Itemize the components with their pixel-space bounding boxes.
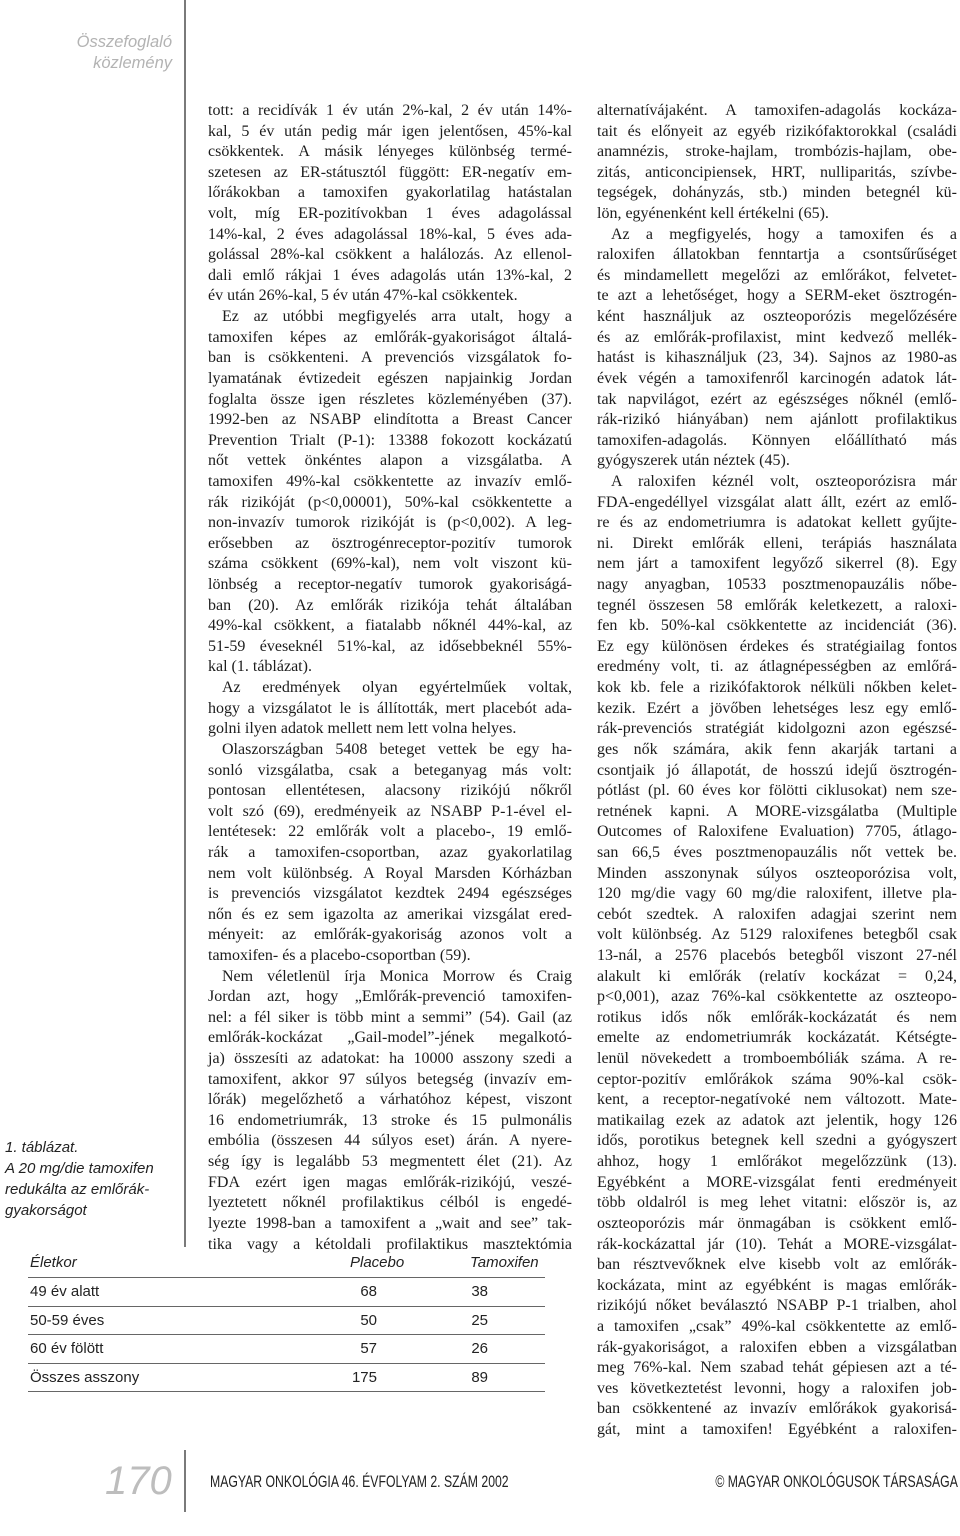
text-line: tait és előnyeit az egyéb rizikófaktorokkal (családi [597,122,957,140]
text-line: lönbség a receptor-negatív tumorok gyakoriságá- [208,576,572,594]
text-line: rák-prevenciós stratégiát kidolgozni azon egészsé- [597,720,957,738]
table-row [28,1364,545,1393]
table-cell-placebo: 175 [351,1368,377,1386]
table-header-row [28,1249,545,1278]
text-line: ség így is legalább 53 megmentett élet (21). Az [208,1153,572,1171]
text-line: ban (20). Az emlőrák rizikója tehát általában [208,596,572,614]
text-line: Olaszországban 5408 beteget vettek be egy ha- [222,740,572,758]
text-line: 49%-kal csökkent, a fiatalabb nőknél 44%-kal, az [208,617,572,635]
table-row [28,1307,545,1336]
text-line: lön, egyénenként kell értékelni (65). [597,205,829,223]
text-line: golással 28%-kal csökkent a halálozás. Az ellenol- [208,246,572,264]
text-line: és mindamellett megelőzi az emlőrákot, felvetet- [597,266,957,284]
text-line: rák a tamoxifen-csoportban, azaz gyakorlatilag [208,843,572,861]
section-label [77,32,172,73]
text-line: 14%-kal, 2 éves adagolással 18%-kal, 5 éves ada- [208,225,572,243]
text-line: ceptor-pozitív emlőrákok száma 90%-kal csök- [597,1070,957,1088]
paragraph [597,472,957,1441]
text-line: ban résztvevőknek elve kisebb volt az emlőrák- [597,1256,957,1274]
text-line: FDA-engedéllyel vizsgálat alatt állt, ezért az emlő- [597,493,957,511]
data-table [28,1249,545,1392]
text-line: 13-nál, a 2576 placebós betegből viszont 27-nél [597,946,957,964]
paragraph [597,225,957,472]
text-line: rizikójú nőket beválasztó NSABP P-1 trialben, ahol [597,1297,957,1315]
text-line: csontjaik jó állapotát, de hosszú idejű ösztrogén- [597,761,957,779]
text-line: erősebben az ösztrogénreceptor-pozitív tumorok [208,534,572,552]
text-line: fen kb. 50%-kal csökkentette az incidenciát (36). [597,617,957,635]
text-line: Az eredmények olyan egyértelműek voltak, [222,679,572,697]
text-line: a tamoxifen „csak” 49%-kal csökkentette az emlő- [597,1317,957,1335]
table-row [28,1335,545,1364]
text-line: tamoxifen-adagolás. Könnyen előállítható más [597,431,957,449]
text-line: is prevenciós vizsgálatot kezdtek 2494 egészséges [208,885,572,903]
text-line: tamoxifen- és a placebo-csoportban (59). [208,946,471,964]
column-rule [184,0,186,1247]
text-line: ban is csökkenteni. A prevenciós vizsgálatok fo- [208,349,572,367]
table-caption [5,1137,154,1221]
text-line: Nem véletlenül írja Monica Morrow és Craig [222,967,572,985]
table-cell-placebo: 50 [360,1311,377,1329]
paragraph [208,101,572,307]
text-line: nem járt a tamoxifent legyőző sikerrel (8). Egy [597,555,957,573]
text-line: sonló vizsgálatba, csak a beteganyag más volt: [208,761,572,779]
text-line: ahhoz, hogy 1 emlőrákot megelőzzünk (13). [597,1153,957,1171]
paragraph [208,967,572,1256]
text-line: Ez egy különösen érdekes és stratégiailag fontos [597,637,957,655]
text-line: p<0,001), azaz 76%-kal csökkentette az oszteopo- [597,988,957,1006]
text-line: 120 mg/die vagy 60 mg/die raloxifent, illetve pla- [597,885,957,903]
text-line: lyeztetett nőknél profilaktikus célból is engedé- [208,1194,572,1212]
journal-title: MAGYAR ONKOLÓGIA 46. ÉVFOLYAM 2. SZÁM 2002 [210,1472,509,1491]
text-line: raloxifen állatokban fenntartja a csontsűrűséget [597,246,957,264]
text-line: kal, 5 év után pedig már igen jelentősen, 45%-kal [208,122,572,140]
text-line: tak napvilágot, ezért az egészséges nőknél (emlő- [597,390,957,408]
table-cell-age: 49 év alatt [30,1283,100,1300]
table-header-age: Életkor [30,1254,77,1271]
text-line: volt különbség. Az 5129 raloxifenes betegből csak [597,926,957,944]
text-line: meg 76%-kal. Nem szabad tehát gépiesen azt a té- [597,1359,957,1377]
text-line: A raloxifen kéznél volt, oszteoporózisra már [611,472,957,490]
text-line: nőn és ez sem igazolta az amerikai vizsgálat ered- [208,905,572,923]
text-line: 1992-ben az NSABP elindította a Breast Cancer [208,411,572,429]
text-line: embólia (összesen 44 súlyos eset) árán. A nyere- [208,1132,572,1150]
text-line: csökkentek. A másik lényeges különbség termé- [208,143,572,161]
text-line: rák-gyakoriságot, a raloxifen ebben a vizsgálatban [597,1338,957,1356]
text-line: eredmény volt, ti. az átlagnépességben az emlőrá- [597,658,957,676]
text-line: lőrák) megelőzhető a várhatóhoz képest, viszont [208,1091,572,1109]
table-cell-placebo: 57 [360,1340,377,1358]
text-line: nem volt különbség. A Royal Marsden Kórházban [208,864,572,882]
text-line: Outcomes of Raloxifene Evaluation) 7705, átlago- [597,823,957,841]
table-cell-tamoxifen: 26 [471,1340,488,1358]
table-header-tamoxifen: Tamoxifen [470,1254,539,1271]
paragraph [208,307,572,678]
text-line: lőrákokban a tamoxifen gyakorlatilag hatástalan [208,184,572,202]
page-number: 170 [105,1459,172,1503]
text-line: kezik. Ezért a jövőben lehetséges lesz egy emlő- [597,699,957,717]
text-line: pontosan ellentétesen, alacsony rizikójú nőkről [208,782,572,800]
paragraph [208,740,572,967]
paragraph [208,678,572,740]
text-line: kal (1. táblázat). [208,658,312,676]
text-line: kok kb. fele a rizikófaktorok nélküli nőkben kelet- [597,679,957,697]
paragraph [597,101,957,225]
text-line: nőt vettek önkéntes alapon a vizsgálatba. A [208,452,572,470]
text-line: ményeit: az emlőrák-gyakoriság azonos volt a [208,926,572,944]
text-line: rotikus idős nők emlőrák-kockázatát és nem [597,1008,957,1026]
text-line: lyamatának évtizedeit egészen napjainkig Jordan [208,369,572,387]
table-cell-tamoxifen: 89 [471,1368,488,1386]
text-line: tika vagy a kétoldali profilaktikus masztektómia [208,1235,572,1253]
text-line: Ez az utóbbi megfigyelés arra utalt, hogy a [222,308,572,326]
text-line: nagy anyagban, 10533 posztmenopauzális nőbe- [597,576,957,594]
text-line: non-invazív tumorok rizikóját is (p<0,002). A leg- [208,514,572,532]
text-line: FDA ezért igen magas emlőrák-rizikójú, veszé- [208,1173,572,1191]
text-line: ni. Direkt emlőrák elleni, terápiás használata [597,534,957,552]
text-line: kent, a receptor-negatívoké nem változott. Mate- [597,1091,957,1109]
table-header-placebo: Placebo [350,1254,405,1271]
text-line: lyezte 1998-ban a tamoxifent a „wait and see” tak- [208,1214,572,1232]
text-line: foglalta össze igen részletes közleményében (37). [208,390,572,408]
text-line: szetesen az ER-státusztól függött: ER-negatív em- [208,163,572,181]
text-line: rák rizikóját (p<0,00001), 50%-kal csökkentette a [208,493,572,511]
text-line: anamnézis, stroke-hajlam, trombózis-hajlam, obe- [597,143,957,161]
text-line: gát, mint a tamoxifen! Egyébként a raloxifen- [597,1421,957,1438]
text-line: re és az endometriumra is adatokat kellett gyűjte- [597,514,957,532]
text-line: tamoxifen képes az emlőrák-gyakoriságot általá- [208,328,572,346]
text-line: Jordan azt, hogy „Emlőrák-prevenció tamoxifen- [208,988,572,1006]
table-cell-age: 60 év fölött [30,1340,104,1358]
text-line: hatást is kihasználjuk (23, 34). Sajnos az 1980-as [597,349,957,367]
text-line: tott: a recidívák 1 év után 2%-kal, 2 év után 14%- [208,102,572,119]
text-column-right [597,101,957,1441]
table-cell-age: Összes asszony [30,1368,140,1386]
table-cell-age: 50-59 éves [30,1311,105,1329]
text-line: száma csökkent (69%-kal), nem volt viszont kü- [208,555,572,573]
text-line: tamoxifent, akkor 97 súlyos betegség (invazív em- [208,1070,572,1088]
table-cell-placebo: 68 [360,1283,377,1300]
text-line: volt szó (69), eredményeik az NSABP P-1-ével el- [208,802,572,820]
text-line: matikailag ezek az adatok azt jelentik, hogy 126 [597,1111,957,1129]
text-line: Egyébként a MORE-vizsgálat fenti eredményeit [597,1173,957,1191]
text-line: Az a megfigyelés, hogy a tamoxifen és a [611,225,957,243]
text-line: emlőrák-kockázat „Gail-model”-jének megalkotó- [208,1029,572,1047]
footer-rule [184,1450,186,1512]
text-line: tegnél összesen 58 emlőrák keletkezett, a raloxi- [597,596,957,614]
text-line: Minden asszonynak súlyos oszteoporózisa volt, [597,864,957,882]
text-line: alternatívájaként. A tamoxifen-adagolás kockáza- [597,102,957,119]
copyright-notice: © MAGYAR ONKOLÓGUSOK TÁRSASÁGA [715,1472,958,1491]
text-line: rák-kockázattal jár (10). Tehát a MORE-vizsgálat- [597,1235,957,1253]
text-line: hogy a vizsgálatot le is állították, mert placebót ada- [208,699,572,717]
text-line: volt, míg ER-pozitívokban 1 éves adagolással [208,205,572,223]
text-line: emelte az endometriumrák kockázatát. Kétségte- [597,1029,957,1047]
table-caption-line: 1. táblázat. [5,1139,79,1156]
text-line: retnének kapni. A MORE-vizsgálatba (Multiple [597,802,957,820]
text-line: alakult ki emlőrák (relatív kockázat = 0,24, [597,967,957,985]
text-line: gyógyszerek után néztek (45). [597,452,790,470]
table-cell-tamoxifen: 38 [471,1283,488,1300]
section-label-line: Összefoglaló [76,33,172,51]
text-line: ves következtetést levonni, hogy a raloxifen job- [597,1379,957,1397]
text-line: lentétesek: 22 emlőrák volt a placebo-, 19 emlő- [208,823,572,841]
table-caption-line: gyakorságot [5,1202,87,1219]
text-line: évek végén a tamoxifenről karcinogén adatok lát- [597,369,957,387]
text-line: és az emlőrák-profilaxist, mint kedvező mellék- [597,328,957,346]
table-caption-line: A 20 mg/die tamoxifen [5,1160,154,1177]
table-cell-tamoxifen: 25 [471,1311,488,1329]
text-line: Prevention Trialt (P-1): 13388 fokozott kockázatú [208,431,572,449]
text-line: év után 26%-kal, 5 év után 47%-kal csökkentek. [208,287,518,305]
text-line: tegségek, dohányzás, stb.) minden betegnél kü- [597,184,957,202]
text-line: rák-rizikó hiányában) nem ajánlott profilaktikus [597,411,957,429]
text-line: idős, porotikus betegnek kell szedni a gyógyszert [597,1132,957,1150]
text-line: több oldalról is meg lehet vitatni: először is, az [597,1194,957,1212]
text-line: lenül növekedett a tromboembóliák száma. A re- [597,1050,957,1068]
text-line: cebót szedtek. A raloxifen adagjai szerint nem [597,905,957,923]
text-line: ja) összesíti az adatokat: ha 10000 asszony szedi a [208,1050,572,1068]
text-line: kockázata, mint az egyébként is magas emlőrák- [597,1276,957,1294]
text-line: 16 endometriumrák, 13 stroke és 15 pulmonális [208,1111,572,1129]
table-row [28,1278,545,1307]
text-line: golni ilyen adatok mellett nem lett volna helyes. [208,720,517,738]
text-line: zitás, anticoncipiensek, HRT, nulliparitás, szívbe- [597,163,957,181]
text-line: ban csökkentené az invazív emlőrákok gyakorisá- [597,1400,957,1418]
text-line: ként használjuk az oszteoporózis megelőzésére [597,308,957,326]
text-line: 51-59 éveseknél 51%-kal, az idősebbeknél 55%- [208,637,572,655]
section-label-line: közlemény [93,53,172,72]
text-line: pótlást (pl. 60 éves kor fölötti ciklusokat) nem sze- [597,782,957,800]
text-line: ges nők számára, akik fenn akarják tartani a [597,740,957,758]
text-line: nel: a fél siker is több mint a semmi” (54). Gail (az [208,1008,572,1026]
text-column-middle [208,101,572,1255]
text-line: te azt a lehetőséget, hogy a SERM-eket ösztrogén- [597,287,957,305]
table-caption-line: redukálta az emlőrák- [5,1181,150,1198]
text-line: oszteoporózis már önmagában is csökkent emlő- [597,1214,957,1232]
text-line: san 66,5 éves posztmenopauzális nőt vettek be. [597,843,957,861]
text-line: tamoxifen 49%-kal csökkentette az invazív emlő- [208,472,572,490]
text-line: dali emlő rákjai 1 éves adagolás után 13%-kal, 2 [208,266,572,284]
table-body [28,1278,545,1392]
